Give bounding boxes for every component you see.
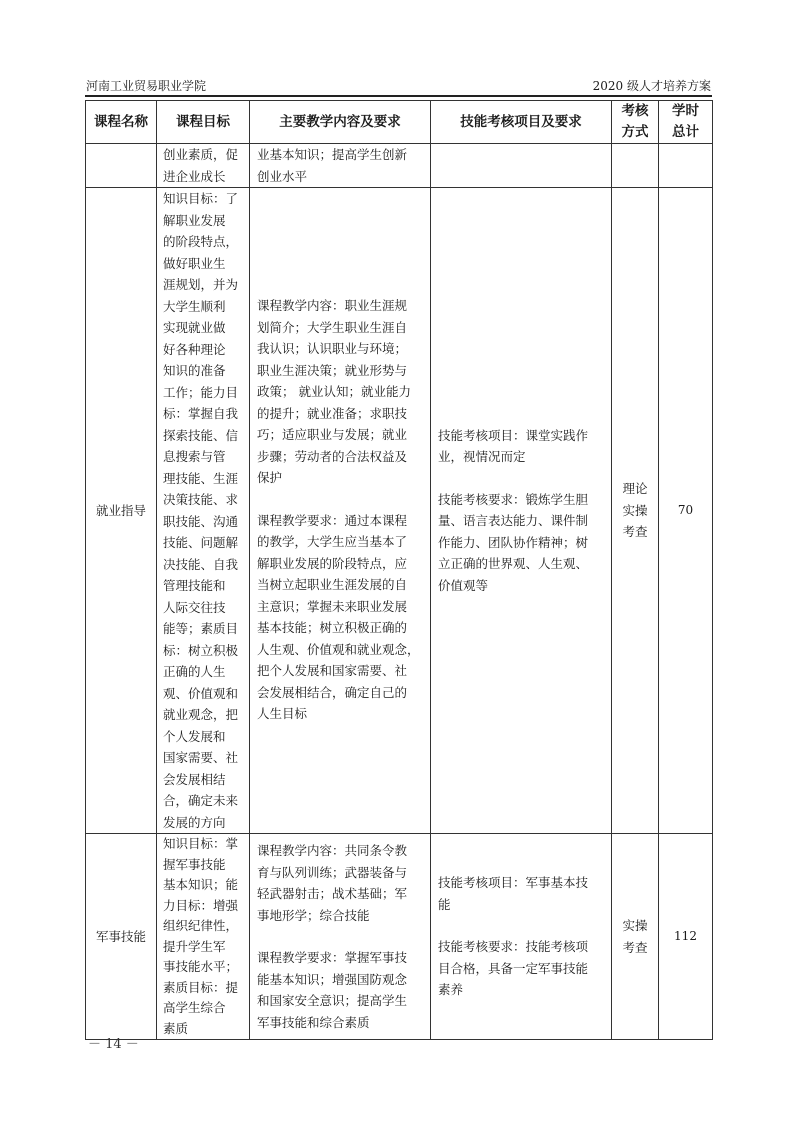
course-goal-line: 进企业成长 — [163, 168, 226, 184]
course-goal-line: 知识目标：了 — [163, 191, 239, 206]
column-header-skill-assessment: 技能考核项目及要求 — [431, 101, 612, 144]
paragraph-gap — [438, 915, 605, 936]
course-goal-line: 做好职业生 — [163, 255, 226, 271]
course-goal-line: 个人发展和 — [163, 728, 226, 744]
course-goal-line: 息搜索与管 — [163, 449, 226, 464]
teaching-content-line: 轻武器射击；战术基础；军 — [257, 886, 408, 901]
teaching-content-line: 解职业发展的阶段特点，应 — [257, 555, 408, 571]
course-goal-line: 管理技能和 — [163, 578, 226, 593]
skill-assessment-line: 价值观等 — [438, 577, 489, 593]
course-goal-line: 标：掌握自我 — [163, 406, 239, 421]
course-goal-line: 解职业发展 — [163, 212, 226, 228]
teaching-content-line: 业基本知识；提高学生创新 — [257, 147, 408, 162]
total-hours-cell — [659, 834, 713, 1040]
course-goal-line: 高学生综合 — [163, 1000, 226, 1015]
assessment-method-line: 实操 — [622, 918, 648, 933]
course-goal-line: 涯规划，并为 — [163, 277, 239, 292]
paragraph-gap — [438, 468, 605, 489]
skill-assessment-line: 技能考核要求：锻炼学生胆 — [438, 491, 589, 507]
column-header-course-goal: 课程目标 — [157, 101, 250, 144]
teaching-content-line: 保护 — [257, 470, 283, 485]
assessment-method-line: 考查 — [622, 524, 648, 540]
skill-assessment-line: 能 — [438, 896, 451, 912]
teaching-content-line: 巧；适应职业与发展；就业 — [257, 427, 408, 442]
table-row — [86, 144, 713, 188]
course-goal-line: 好各种理论 — [163, 341, 226, 357]
total-hours: 112 — [674, 928, 697, 943]
course-goal-line: 素质目标：提 — [163, 979, 239, 995]
course-goal-line: 握军事技能 — [163, 856, 226, 872]
teaching-content-line: 把个人发展和国家需要、社 — [257, 663, 408, 678]
skill-assessment-paragraph — [438, 489, 605, 597]
course-goal-line: 就业观念，把 — [163, 707, 239, 722]
skill-assessment-paragraph — [438, 425, 605, 468]
course-goal-line: 技能、问题解 — [163, 535, 239, 550]
course-goal-line: 素质 — [163, 1020, 189, 1036]
total-hours: 70 — [677, 502, 694, 517]
teaching-content-paragraph — [257, 144, 424, 187]
column-header-method-line: 方式 — [621, 124, 649, 140]
table-row — [86, 834, 713, 1040]
teaching-content-line: 课程教学要求：通过本课程 — [257, 512, 408, 528]
course-goal-line: 知识目标：掌 — [163, 836, 239, 851]
course-name-cell — [86, 834, 157, 1040]
assessment-method-line: 考查 — [622, 939, 648, 955]
total-hours-cell — [659, 144, 713, 188]
assessment-method-line: 实操 — [622, 502, 648, 518]
column-header-hours-line: 总计 — [672, 124, 699, 140]
teaching-content-paragraph — [257, 947, 424, 1033]
course-goal-line: 国家需要、社 — [163, 750, 239, 765]
teaching-content-paragraph — [257, 295, 424, 489]
skill-assessment-line: 目合格，具备一定军事技能 — [438, 960, 589, 976]
table-header-row — [86, 101, 713, 144]
course-goal-line: 能等；素质目 — [163, 621, 239, 636]
paragraph-gap — [257, 489, 424, 510]
skill-assessment-line: 作能力、团队协作精神；树 — [438, 534, 589, 550]
teaching-content-line: 和国家安全意识；提高学生 — [257, 993, 408, 1008]
course-goal-line: 正确的人生 — [163, 664, 226, 679]
page-number: － 14 － — [88, 1037, 139, 1052]
course-goal-line: 决技能、自我 — [163, 556, 239, 572]
teaching-content-line: 会发展相结合，确定自己的 — [257, 684, 408, 700]
course-name-cell — [86, 144, 157, 188]
course-goal-line: 理技能、生涯 — [163, 470, 239, 486]
course-name-cell — [86, 188, 157, 834]
skill-assessment-cell — [431, 834, 612, 1040]
teaching-content-cell — [250, 144, 431, 188]
table-row — [86, 188, 713, 834]
teaching-content-line: 课程教学要求：掌握军事技 — [257, 950, 408, 965]
course-goal-line: 的阶段特点， — [163, 234, 239, 249]
teaching-content-line: 的提升；就业准备；求职技 — [257, 405, 408, 421]
teaching-content-line: 职业生涯决策；就业形势与 — [257, 362, 408, 378]
course-goal-line: 观、价值观和 — [163, 685, 239, 701]
teaching-content-line: 人生观、价值观和就业观念， — [257, 641, 420, 657]
course-goal-line: 发展的方向 — [163, 814, 226, 830]
skill-assessment-line: 量、语言表达能力、课件制 — [438, 513, 589, 529]
skill-assessment-cell — [431, 144, 612, 188]
teaching-content-line: 人生目标 — [257, 706, 308, 721]
course-goal-line: 基本知识；能 — [163, 877, 239, 892]
skill-assessment-line: 技能考核要求：技能考核项 — [438, 939, 589, 955]
teaching-content-cell — [250, 834, 431, 1040]
course-goal-line: 工作；能力目 — [163, 384, 239, 400]
skill-assessment-line: 业，视情况而定 — [438, 449, 526, 465]
teaching-content-line: 军事技能和综合素质 — [257, 1014, 370, 1030]
skill-assessment-line: 素养 — [438, 982, 464, 998]
course-goal-line: 提升学生军 — [163, 938, 226, 954]
teaching-content-line: 创业水平 — [257, 168, 308, 184]
teaching-content-line: 我认识；认识职业与环境； — [257, 341, 408, 356]
course-goal-cell — [157, 144, 250, 188]
teaching-content-line: 基本技能；树立积极正确的 — [257, 620, 408, 635]
assessment-method-cell — [612, 188, 659, 834]
skill-assessment-line: 技能考核项目：课堂实践作 — [438, 427, 589, 443]
assessment-method-cell — [612, 834, 659, 1040]
course-goal-line: 大学生顺利 — [163, 298, 226, 314]
course-goal-line: 实现就业做 — [163, 320, 226, 335]
course-goal-line: 组织纪律性， — [163, 918, 239, 933]
teaching-content-line: 育与队列训练；武器装备与 — [257, 864, 408, 880]
teaching-content-line: 课程教学内容：职业生涯规 — [257, 298, 408, 313]
teaching-content-paragraph — [257, 510, 424, 725]
header-document-title: 2020 级人才培养方案 — [592, 79, 711, 93]
teaching-content-line: 能基本知识；增强国防观念 — [257, 971, 408, 987]
teaching-content-line: 当树立起职业生涯发展的自 — [257, 577, 408, 592]
course-goal-line: 力目标：增强 — [163, 897, 239, 913]
teaching-content-cell — [250, 188, 431, 834]
teaching-content-line: 步骤；劳动者的合法权益及 — [257, 448, 408, 464]
course-goal-line: 事技能水平； — [163, 959, 239, 974]
skill-assessment-line: 技能考核项目：军事基本技 — [438, 875, 589, 891]
course-name: 就业指导 — [95, 502, 146, 518]
teaching-content-paragraph — [257, 840, 424, 926]
course-goal-line: 人际交往技 — [163, 599, 226, 615]
assessment-method-cell — [612, 144, 659, 188]
teaching-content-line: 主意识；掌握未来职业发展 — [257, 598, 408, 614]
teaching-content-line: 划简介；大学生职业生涯自 — [257, 319, 408, 335]
assessment-method-line: 理论 — [622, 481, 648, 497]
course-goal-line: 探索技能、信 — [163, 427, 239, 443]
header-rule — [85, 95, 712, 97]
course-name: 军事技能 — [95, 928, 146, 944]
column-header-hours-line: 学时 — [672, 103, 699, 119]
header-school-name: 河南工业贸易职业学院 — [86, 79, 207, 93]
course-goal-line: 会发展相结 — [163, 771, 226, 787]
teaching-content-line: 事地形学；综合技能 — [257, 907, 370, 923]
course-goal-line: 标：树立积极 — [163, 642, 239, 658]
teaching-content-line: 的教学，大学生应当基本了 — [257, 534, 408, 549]
total-hours-cell — [659, 188, 713, 834]
column-header-course-name: 课程名称 — [86, 101, 157, 144]
skill-assessment-paragraph — [438, 936, 605, 1001]
teaching-content-line: 课程教学内容：共同条令教 — [257, 843, 408, 858]
paragraph-gap — [257, 926, 424, 947]
teaching-content-line: 政策； 就业认知；就业能力 — [257, 384, 411, 399]
course-goal-line: 创业素质，促 — [163, 147, 239, 162]
column-header-total-hours — [659, 101, 713, 144]
skill-assessment-line: 立正确的世界观、人生观、 — [438, 556, 589, 572]
course-goal-cell — [157, 188, 250, 834]
course-goal-cell — [157, 834, 250, 1040]
skill-assessment-cell — [431, 188, 612, 834]
course-goal-line: 合，确定未来 — [163, 793, 239, 808]
curriculum-table — [85, 100, 713, 1040]
column-header-teaching-content: 主要教学内容及要求 — [250, 101, 431, 144]
column-header-assessment-method — [612, 101, 659, 144]
course-goal-line: 决策技能、求 — [163, 492, 239, 507]
course-goal-line: 知识的准备 — [163, 363, 226, 378]
course-goal-line: 职技能、沟通 — [163, 513, 239, 529]
column-header-method-line: 考核 — [621, 103, 649, 119]
skill-assessment-paragraph — [438, 872, 605, 915]
